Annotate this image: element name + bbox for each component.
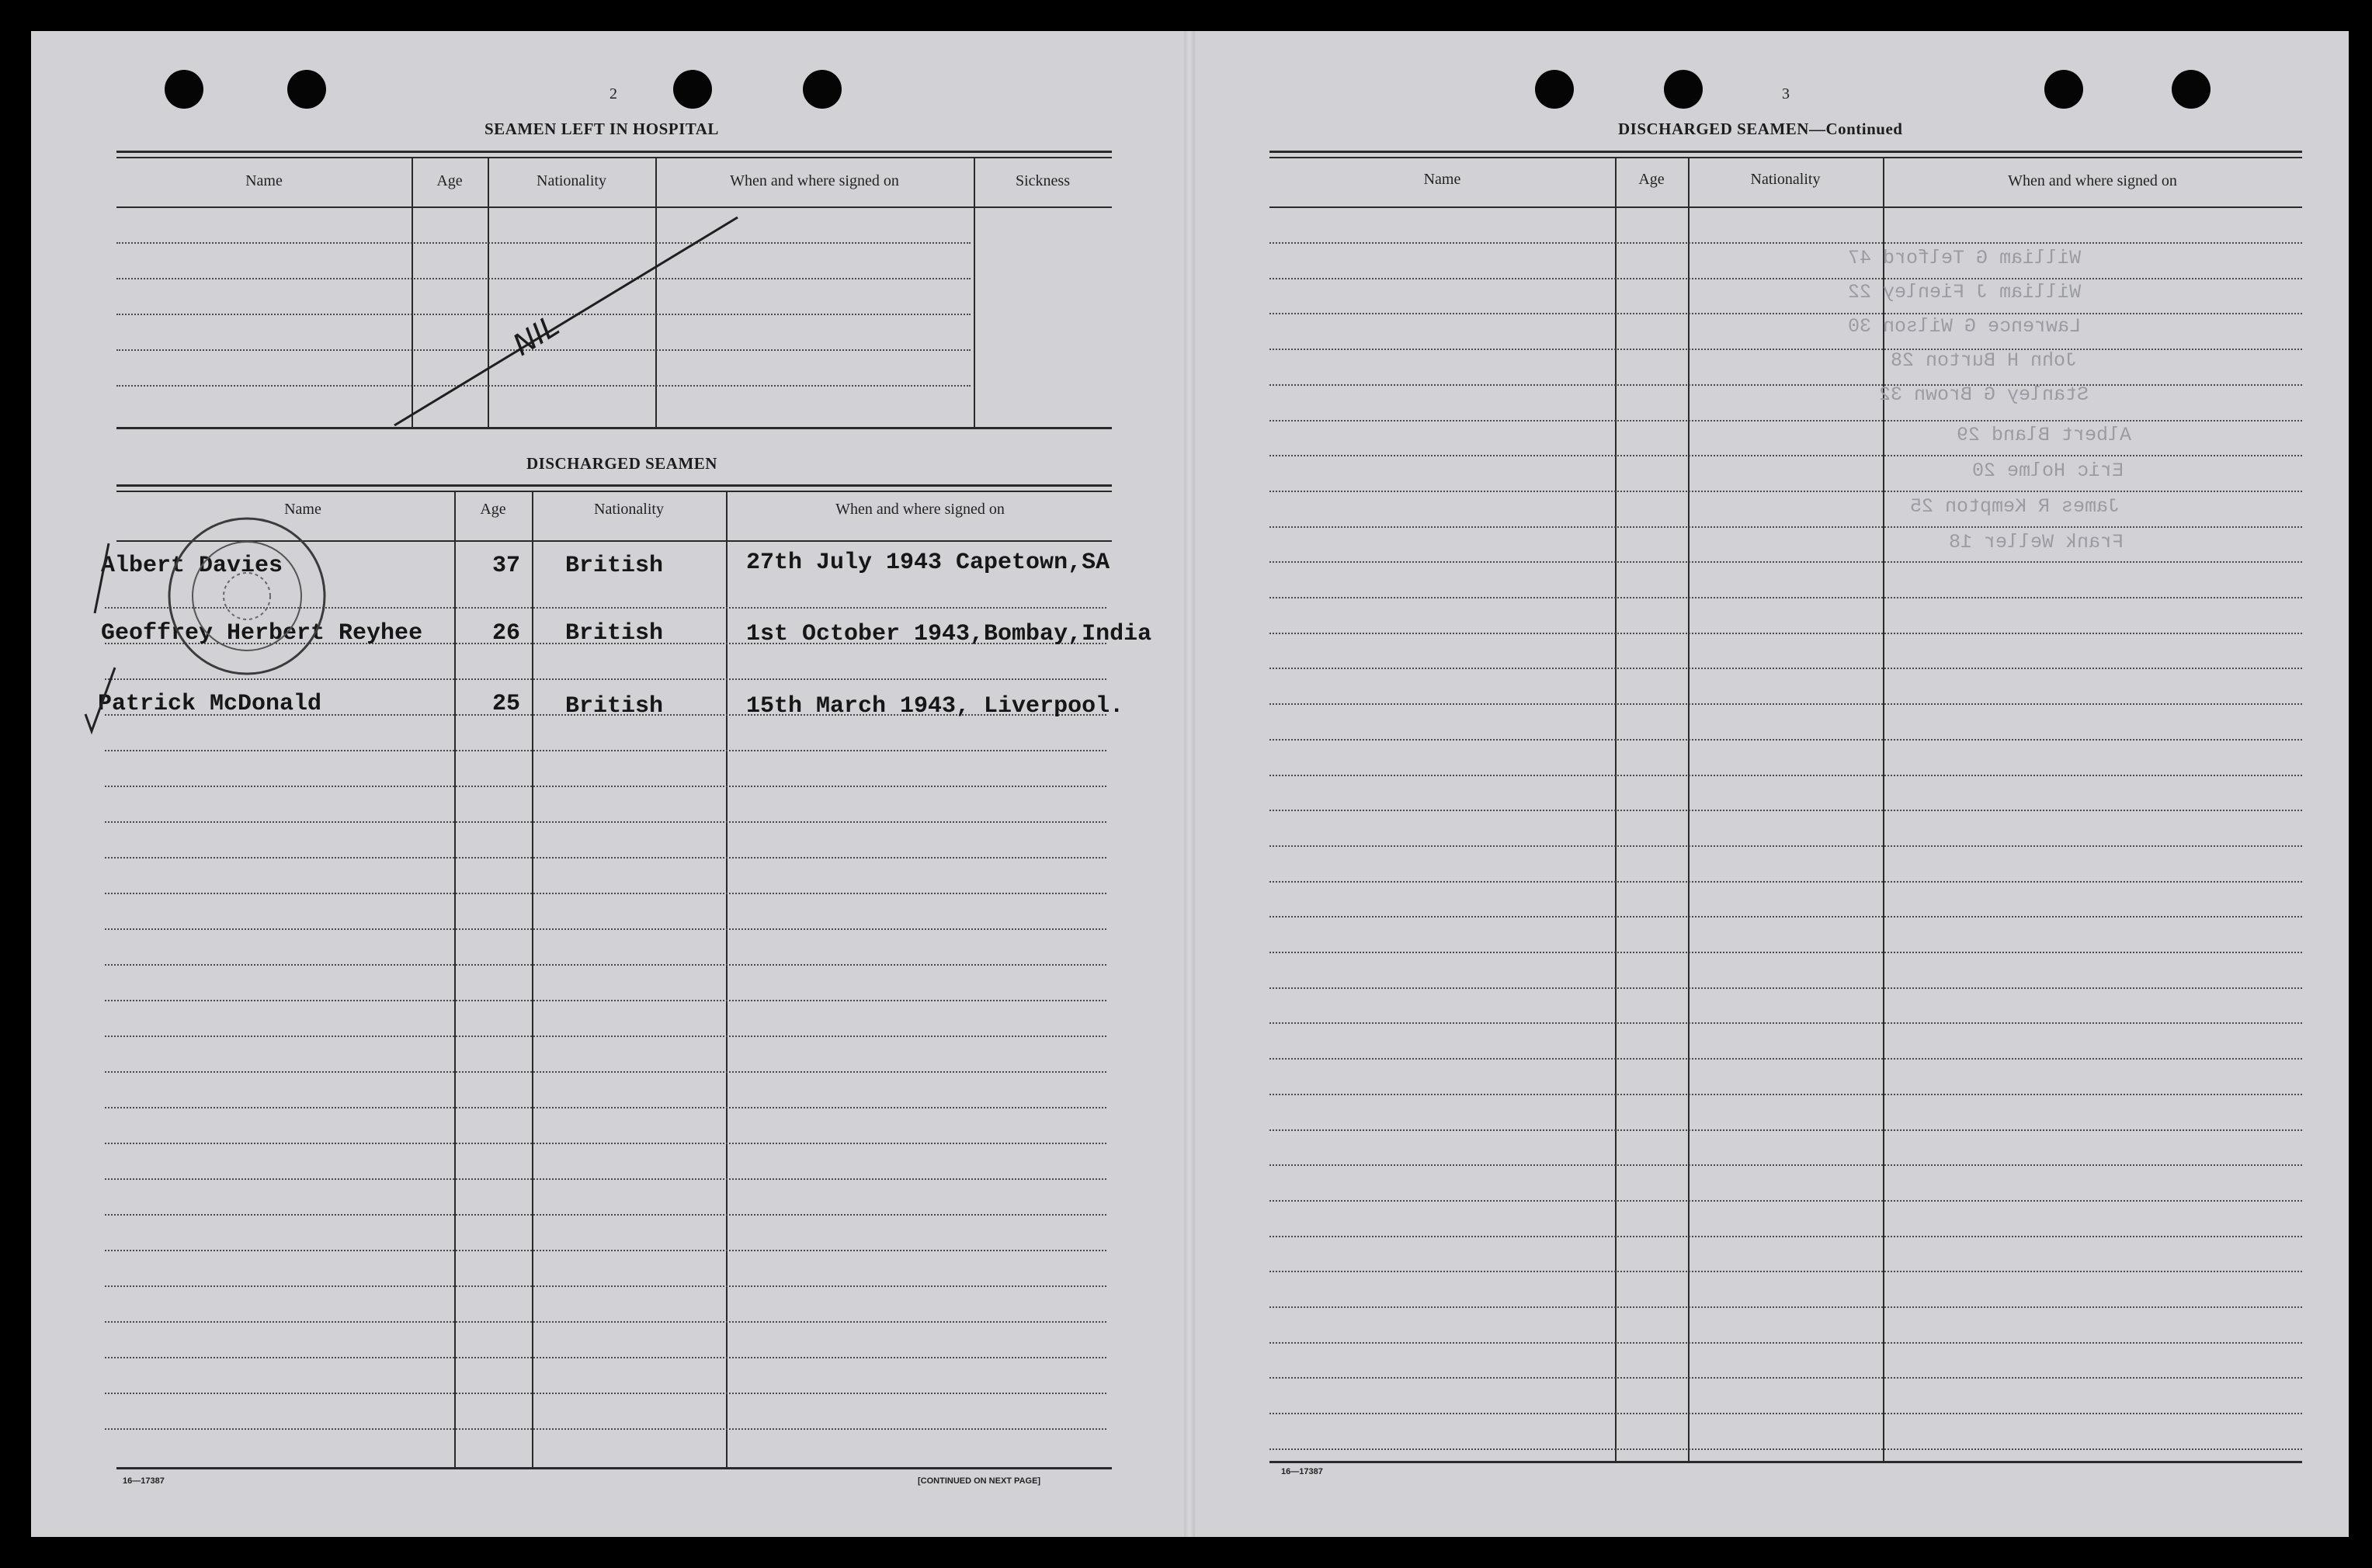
punch-hole — [673, 70, 712, 109]
document-sheet — [31, 31, 2349, 1537]
ruled-line — [105, 1428, 1106, 1430]
ruled-line — [1269, 1022, 2302, 1024]
ruled-line — [1269, 1164, 2302, 1166]
header-signed-on: When and where signed on — [835, 501, 1005, 518]
ruled-line — [1269, 242, 2302, 244]
ruled-line — [105, 1214, 1106, 1216]
ruled-line — [105, 786, 1106, 787]
header-age: Age — [480, 501, 506, 518]
ruled-line — [1269, 668, 2302, 669]
bleed-through-text: Frank Weller 18 — [1949, 531, 2124, 553]
header-signed-on: When and where signed on — [730, 172, 899, 189]
seaman-age: 25 — [492, 691, 521, 717]
ruled-line — [105, 1178, 1106, 1180]
ruled-line — [105, 821, 1106, 823]
header-nationality: Nationality — [594, 501, 664, 518]
ruled-line — [1269, 1448, 2302, 1450]
header-name: Name — [245, 172, 283, 189]
ruled-line — [1269, 313, 2302, 314]
seaman-name: Geoffrey Herbert Reyhee — [101, 620, 423, 647]
bleed-through-text: William J Fienley 22 — [1848, 281, 2082, 304]
page-fold — [1184, 31, 1195, 1537]
page-number: 3 — [1782, 85, 1790, 102]
ruled-line — [1269, 1413, 2302, 1414]
header-age: Age — [1638, 171, 1665, 188]
ruled-line — [1269, 278, 2302, 279]
ruled-line — [1269, 420, 2302, 421]
header-age: Age — [436, 172, 463, 189]
ruled-line — [1269, 384, 2302, 386]
ruled-line — [1269, 597, 2302, 598]
ruled-line — [105, 893, 1106, 894]
ruled-line — [1269, 526, 2302, 528]
hospital-section-title: SEAMEN LEFT IN HOSPITAL — [484, 120, 719, 138]
header-name: Name — [1423, 171, 1461, 188]
ruled-line — [1269, 1200, 2302, 1202]
header-sickness: Sickness — [1016, 172, 1070, 189]
discharged-continued-title: DISCHARGED SEAMEN—Continued — [1618, 120, 1903, 138]
ruled-line — [1269, 1342, 2302, 1344]
ruled-line — [1269, 845, 2302, 847]
form-number: 16—17387 — [1281, 1467, 1323, 1476]
ruled-line — [105, 928, 1106, 930]
ruled-line — [1269, 1236, 2302, 1237]
punch-hole — [803, 70, 842, 109]
bleed-through-text: William G Telford 47 — [1848, 247, 2082, 269]
nil-mark: NIL — [506, 308, 565, 363]
header-nationality: Nationality — [537, 172, 606, 189]
seaman-signed-on: 27th July 1943 Capetown,SA — [746, 550, 1110, 576]
ruled-line — [1269, 561, 2302, 563]
ruled-line — [1269, 455, 2302, 456]
ruled-line — [1269, 810, 2302, 811]
seaman-signed-on: 1st October 1943,Bombay,India — [746, 621, 1152, 647]
tick-marks — [78, 528, 124, 761]
punch-hole — [287, 70, 326, 109]
ruled-line — [105, 1071, 1106, 1073]
seaman-name: Albert Davies — [101, 553, 283, 579]
nil-strike-line — [388, 210, 761, 435]
punch-hole — [2172, 70, 2211, 109]
ruled-line — [1269, 1377, 2302, 1379]
ruled-line — [105, 1143, 1106, 1144]
ruled-line — [105, 1107, 1106, 1108]
ruled-line — [105, 857, 1106, 859]
ruled-line — [1269, 952, 2302, 953]
ruled-line — [105, 1357, 1106, 1358]
ruled-line — [105, 1393, 1106, 1394]
seaman-nationality: British — [565, 620, 664, 647]
ruled-line — [1269, 916, 2302, 918]
ruled-line — [1269, 491, 2302, 492]
page-number: 2 — [609, 85, 617, 102]
ruled-line — [1269, 881, 2302, 883]
seaman-age: 26 — [492, 620, 521, 647]
punch-hole — [165, 70, 203, 109]
ruled-line — [105, 1285, 1106, 1287]
ruled-line — [1269, 349, 2302, 350]
ruled-line — [105, 1321, 1106, 1323]
ruled-line — [105, 1036, 1106, 1037]
ruled-line — [1269, 1129, 2302, 1131]
ruled-line — [105, 750, 1106, 751]
seaman-signed-on: 15th March 1943, Liverpool. — [746, 693, 1124, 720]
bleed-through-text: Lawrence G Wilson 30 — [1848, 315, 2082, 338]
punch-hole — [2044, 70, 2083, 109]
ruled-line — [1269, 1094, 2302, 1095]
bleed-through-text: James R Kempton 25 — [1910, 495, 2120, 518]
ruled-line — [1269, 739, 2302, 741]
continued-note: [CONTINUED ON NEXT PAGE] — [918, 1476, 1041, 1486]
ruled-line — [105, 1250, 1106, 1251]
ruled-line — [1269, 1271, 2302, 1272]
seaman-age: 37 — [492, 553, 521, 579]
ruled-line — [105, 1000, 1106, 1001]
header-signed-on: When and where signed on — [2008, 172, 2177, 189]
bleed-through-text: John H Burton 28 — [1891, 349, 2078, 372]
ruled-line — [1269, 987, 2302, 989]
header-name: Name — [284, 501, 321, 518]
bleed-through-text: Eric Holme 20 — [1972, 460, 2124, 482]
form-number: 16—17387 — [123, 1476, 165, 1486]
seaman-nationality: British — [565, 693, 664, 720]
discharged-section-title: DISCHARGED SEAMEN — [526, 454, 717, 473]
bleed-through-text: Albert Bland 29 — [1957, 424, 2132, 446]
ruled-line — [1269, 1306, 2302, 1308]
immigration-stamp — [154, 505, 348, 699]
ruled-line — [1269, 633, 2302, 634]
ruled-line — [1269, 703, 2302, 705]
seaman-name: Patrick McDonald — [98, 691, 322, 717]
ruled-line — [105, 964, 1106, 966]
ruled-line — [1269, 775, 2302, 776]
ruled-line — [1269, 1058, 2302, 1060]
punch-hole — [1664, 70, 1703, 109]
header-nationality: Nationality — [1750, 171, 1821, 188]
punch-hole — [1535, 70, 1574, 109]
bleed-through-text: Stanley G Brown 32 — [1879, 383, 2089, 406]
seaman-nationality: British — [565, 553, 664, 579]
